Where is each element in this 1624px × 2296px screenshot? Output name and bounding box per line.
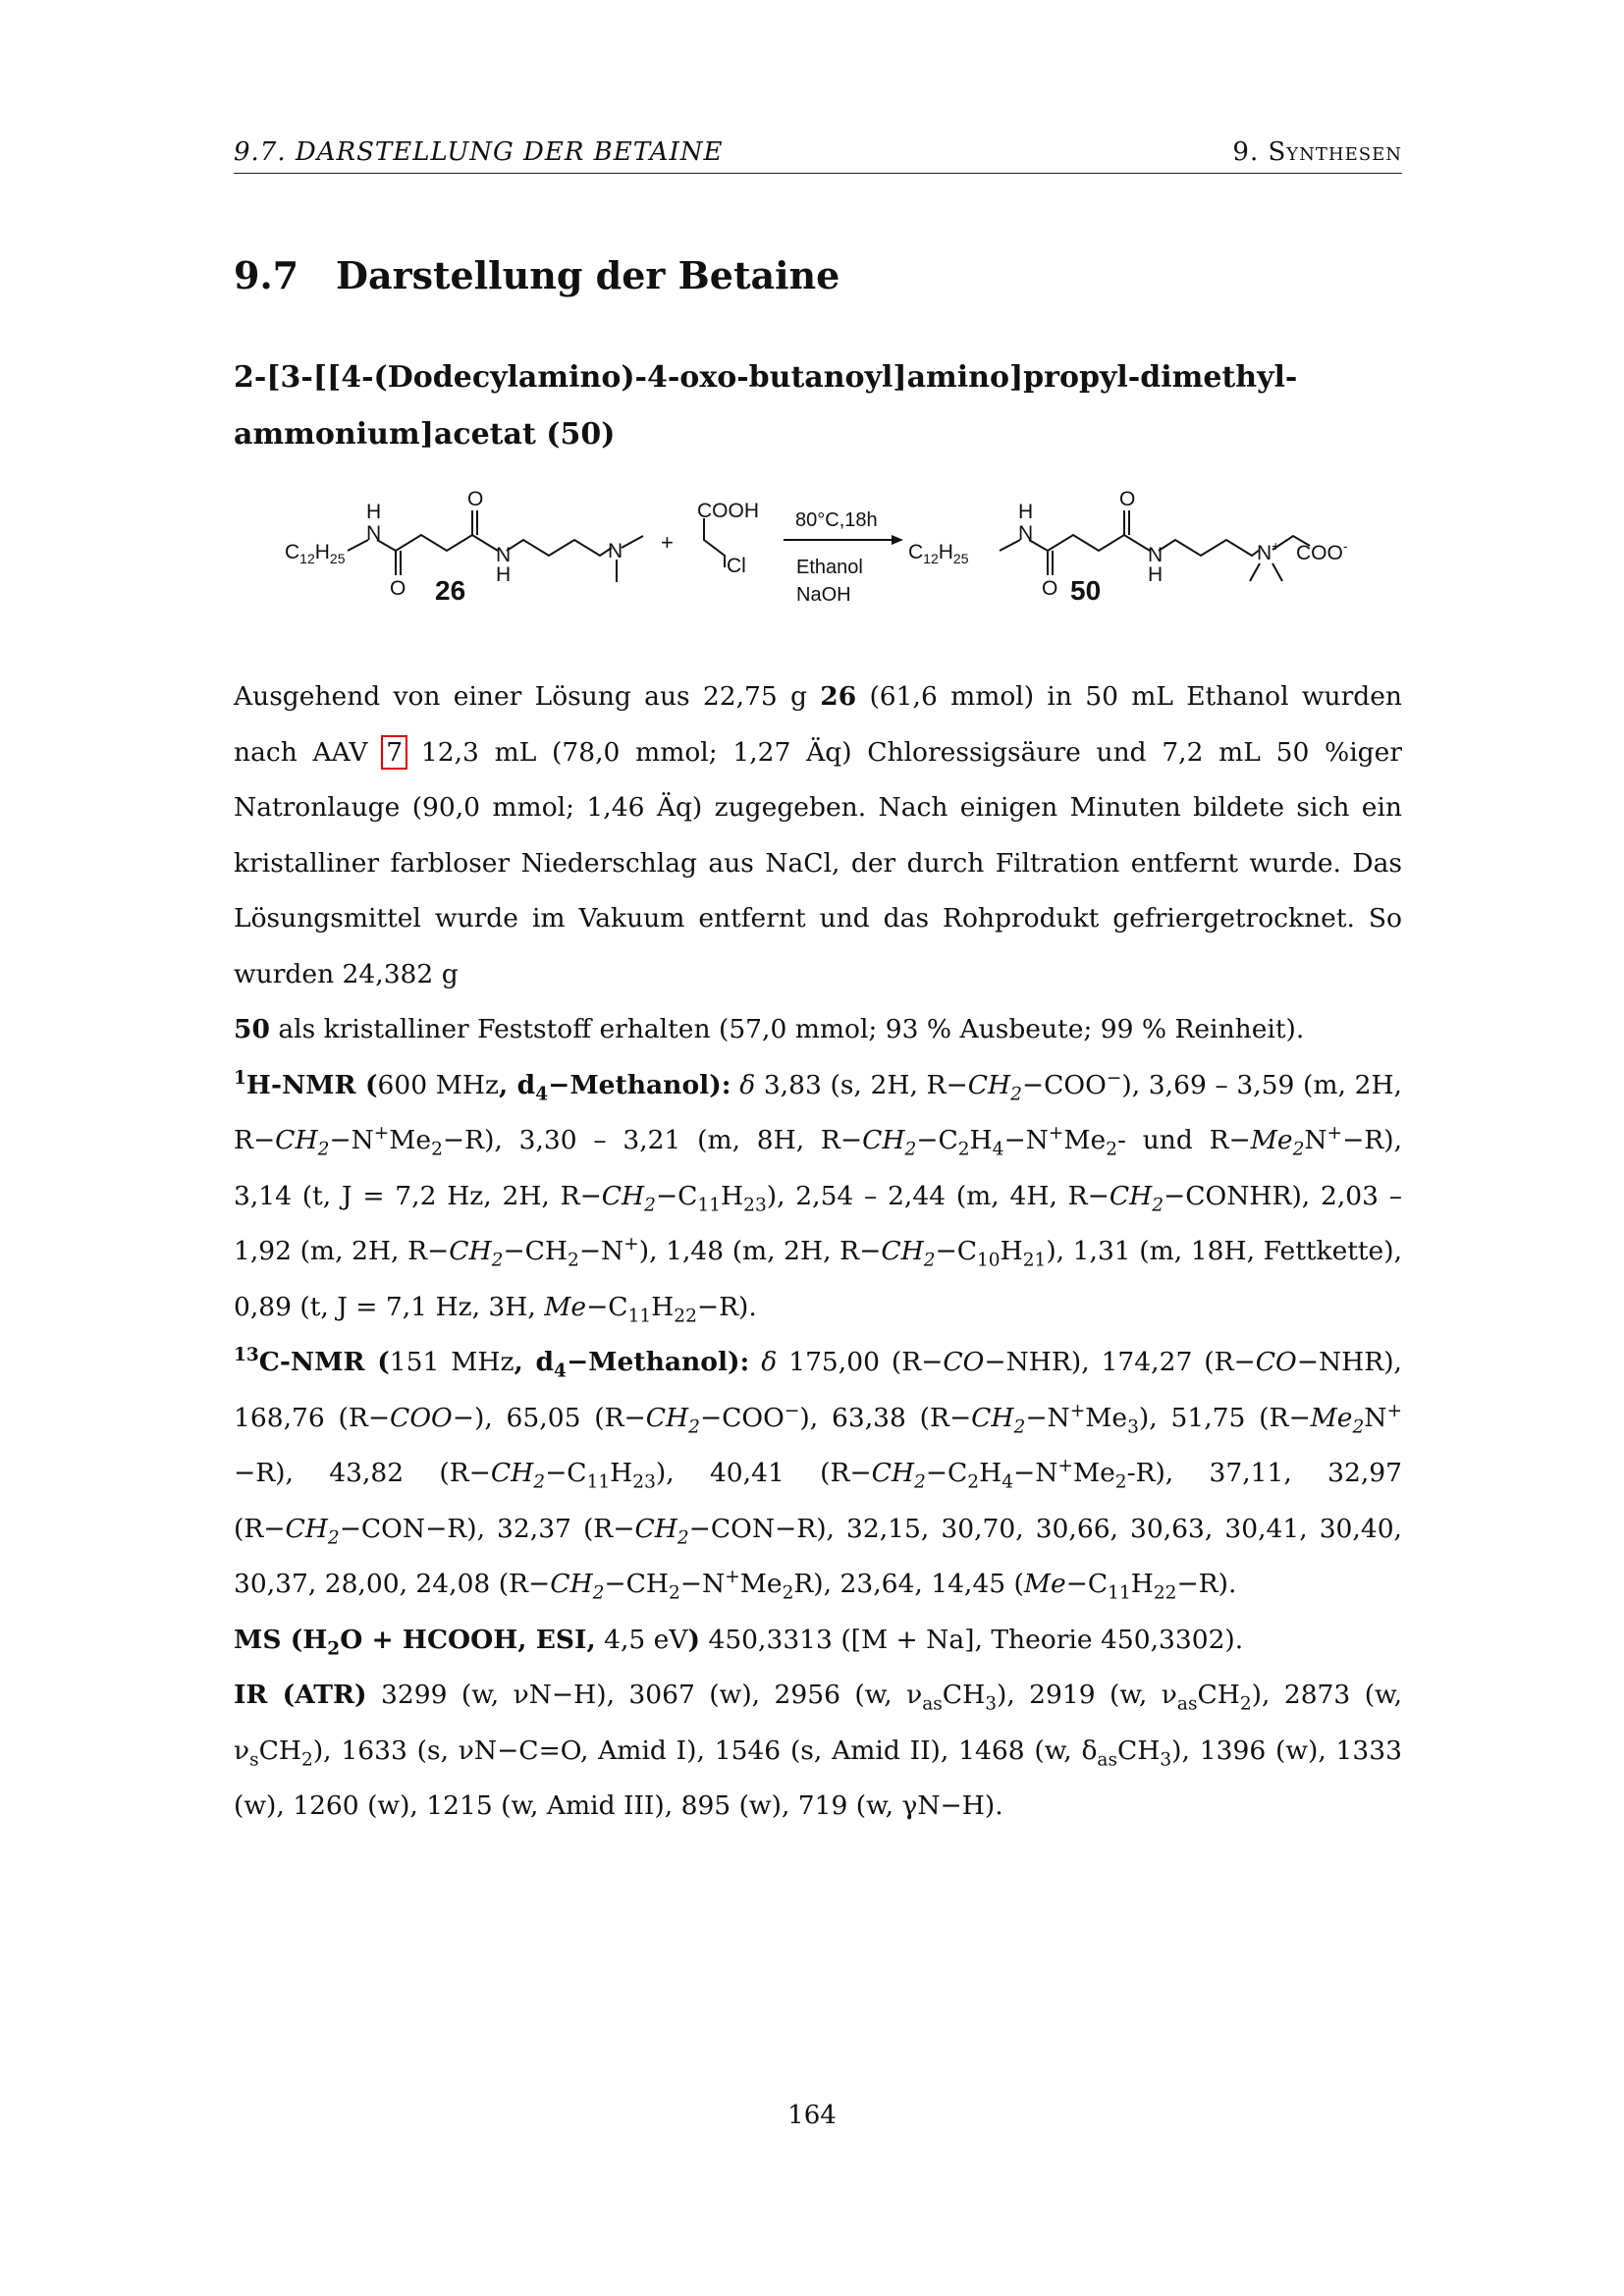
reagent-chloride-label: Cl <box>727 555 746 577</box>
section-heading <box>234 253 839 297</box>
compound-title <box>234 349 1402 463</box>
procedure-paragraph: Ausgehend von einer Lösung aus 22,75 g 26 (61,6 mmol) in 50 mL Ethanol wurden nach AAV 7 12,3 mL (78,0 mmol; 1,27 Äq) Chloressigsäure und 7,2 mL 50 %iger Natronlauge (90,0 mmol; 1,46 Äq) zugegeben. Nach einigen Minuten bildete sich ein kristalliner farbloser Niederschlag aus NaCl, der durch Filtration entfernt wurde. Das Lösungsmittel wurde im Vakuum entfernt und das Rohprodukt gefriergetrocknet. So wurden 24,382 g 50 als kristalliner Feststoff erhalten (57,0 mmol; 93 % Ausbeute; 99 % Reinheit). <box>234 681 1402 1044</box>
carboxylate-label: COO- <box>1296 538 1348 564</box>
atom-label: N <box>1018 522 1034 545</box>
reaction-scheme <box>275 481 1365 667</box>
conditions-temperature-time: 80°C,18h <box>795 509 878 531</box>
atom-label: N <box>608 540 623 562</box>
section-title: Darstellung der Betaine <box>336 253 840 297</box>
ir-data: IR (ATR) 3299 (w, νN−H), 3067 (w), 2956 (w, $\nu_{as}CH_3$), 2919 (w, $\nu_{as}CH_2$), 2873 (w, $\nu_sCH_2$), 1633 (s, νN−C=O, Amid I), 1546 (s, Amid II), 1468 (w, $\delta_{as}CH_3$), 1396 (w), 1333 (w), 1260 (w), 1215 (w, Amid III), 895 (w), 719 (w, γN−H). <box>234 1680 1403 1821</box>
atom-label: N <box>366 522 382 545</box>
atom-label: O <box>1042 577 1058 600</box>
atom-label: H <box>496 563 512 586</box>
header-left: 9.7. DARSTELLUNG DER BETAINE <box>234 137 724 167</box>
compound-title-line2: ammonium]acetat (50) <box>234 417 616 452</box>
header-right: 9. Synthesen <box>1232 137 1402 167</box>
reactant-compound-number: 26 <box>435 575 466 606</box>
compound-ref-50: 50 <box>234 1014 270 1044</box>
atom-label: H <box>1018 501 1034 523</box>
quaternary-nitrogen-label: N+ <box>1257 538 1280 564</box>
product-chain-label: $C_{12}H_{25}$ <box>908 541 969 566</box>
conditions-solvent: Ethanol <box>796 557 863 578</box>
atom-label: O <box>390 577 406 600</box>
reactant-chain-label: $C_{12}H_{25}$ <box>285 541 346 566</box>
product-compound-number: 50 <box>1070 575 1102 606</box>
atom-label: O <box>467 488 484 510</box>
aav-reference-link[interactable]: 7 <box>383 737 406 768</box>
compound-title-line1: 2-[3-[[4-(Dodecylamino)-4-oxo-butanoyl]amino]propyl-dimethyl- <box>234 360 1298 395</box>
ms-data: MS ($H_2O$ + HCOOH, ESI, 4,5 eV) 450,3313 ([M + Na], Theorie 450,3302). <box>234 1624 1244 1659</box>
atom-label: H <box>366 501 382 523</box>
atom-label: O <box>1119 488 1136 510</box>
reaction-scheme-svg <box>275 481 1365 667</box>
h-nmr-data: $^1$H-NMR (600 MHz, $d_4-Methanol$): δ 3,83 (s, 2H, $R-CH_2-COO^-$), 3,69 – 3,59 (m, 2H, $R-CH_2-N^+Me_2-R$), 3,30 – 3,21 (m, 8H, $R-CH_2-C_2H_4-N^+Me_2-$ und $R-Me_2N^+-R$), 3,14 (t, J = 7,2 Hz, 2H, $R-CH_2-C_{11}H_{23}$), 2,54 – 2,44 (m, 4H, $R-CH_2-CONHR$), 2,03 – 1,92 (m, 2H, $R-CH_2-CH_2-N^+$), 1,48 (m, 2H, $R-CH_2-C_{10}H_{21}$), 1,31 (m, 18H, Fettkette), 0,89 (t, J = 7,1 Hz, 3H, $Me-C_{11}H_{22}-R$). <box>234 1067 1402 1326</box>
experimental-text <box>234 669 1402 1835</box>
compound-ref-26: 26 <box>820 681 857 712</box>
conditions-base: NaOH <box>796 584 851 606</box>
atom-label: N <box>1148 544 1164 566</box>
plus-sign: + <box>661 530 674 555</box>
page-number: 164 <box>787 2101 837 2130</box>
section-number: 9.7 <box>234 253 299 297</box>
c-nmr-data: $^{13}$C-NMR (151 MHz, $d_4-Methanol$): δ 175,00 (R−CO−NHR), 174,27 (R−CO−NHR), 168,76 (R−COO−), 65,05 $(R-CH_2-COO^-)$, 63,38 $(R-CH_2-N^+Me_3)$, 51,75 $(R-Me_2N^+-R)$, 43,82 $(R-CH_2-C_{11}H_{23})$, 40,41 $(R-CH_2-C_2H_4-N^+Me_2-R)$, 37,11, 32,97 $(R-CH_2-CON-R)$, 32,37 $(R-CH_2-CON-R)$, 32,15, 30,70, 30,66, 30,63, 30,41, 30,40, 30,37, 28,00, 24,08 $(R-CH_2-CH_2-N^+Me_2R)$, 23,64, 14,45 $(Me-C_{11}H_{22}-R)$. <box>234 1345 1402 1604</box>
atom-label: H <box>1148 563 1164 586</box>
running-header <box>234 133 1402 174</box>
reagent-acid-label: COOH <box>697 500 759 522</box>
atom-label: N <box>496 544 512 566</box>
